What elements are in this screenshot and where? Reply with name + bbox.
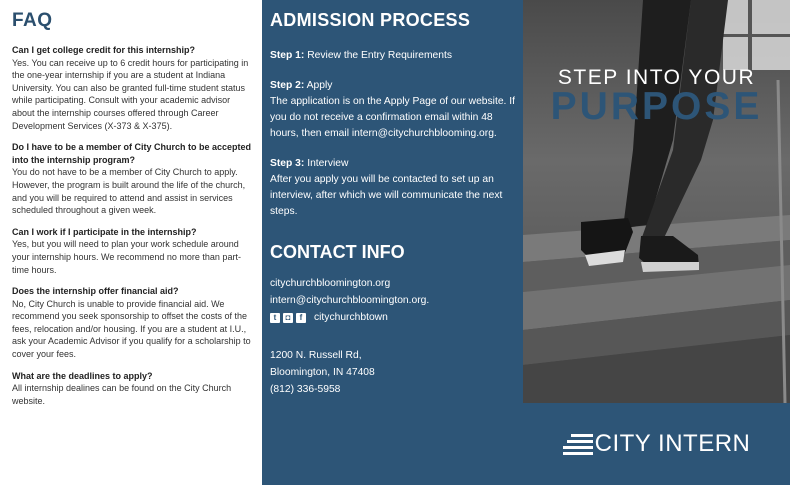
faq-answer: Yes, but you will need to plan your work schedule around your internship hours. We recommend no more than part-time hours. <box>12 239 241 275</box>
address-line-1: 1200 N. Russell Rd, <box>270 350 362 361</box>
step-2-text: The application is on the Apply Page of our website. If you do not receive a confirmation email within 48 hours, then email intern@citychurchblooming.org. <box>270 96 515 139</box>
contact-email[interactable]: intern@citychurchbloomington.org. <box>270 295 430 306</box>
faq-question: What are the deadlines to apply? <box>12 370 153 381</box>
step-3-text: After you apply you will be contacted to set up an interview, after which we will communicate the next steps. <box>270 174 503 217</box>
faq-answer: Yes. You can receive up to 6 credit hours for participating in the one-year internship if you are a student at Indiana University. You can also be granted full-time student status while participating. Consult with your academic advisor about the internship courses offered through Career Development Services (X-373 & X-375). <box>12 57 249 131</box>
admission-contact-panel <box>262 0 523 485</box>
faq-panel <box>0 0 262 485</box>
faq-question: Do I have to be a member of City Church to be accepted into the internship program? <box>12 142 252 165</box>
address-line-2: Bloomington, IN 47408 <box>270 367 375 378</box>
step-2-title: Apply <box>306 80 333 91</box>
cover-panel <box>523 0 790 485</box>
stairs-photo-illustration <box>523 0 790 403</box>
social-handle: citychurchbtown <box>314 312 388 323</box>
step-1-label: Step 1: <box>270 50 305 61</box>
faq-answer: All internship dealines can be found on the City Church website. <box>12 383 232 406</box>
tagline-purpose: PURPOSE <box>550 85 763 128</box>
phone-number: (812) 336-5958 <box>270 384 341 395</box>
cover-photo <box>523 0 790 403</box>
faq-question: Does the internship offer financial aid? <box>12 286 179 297</box>
brand-name: CITY INTERN <box>594 430 751 457</box>
step-2-label: Step 2: <box>270 80 305 91</box>
brand-bar <box>523 403 790 485</box>
step-1 <box>270 48 515 64</box>
faq-answer: No, City Church is unable to provide financial aid. We recommend you seek sponsorship to offset the costs of the fees, relocation and/or housing. If you are a student at I.U., ask your Academic Advisor if you qualify for a scholarship to cover your fees. <box>12 298 251 360</box>
step-3 <box>270 156 515 220</box>
faq-question: Can I work if I participate in the internship? <box>12 226 197 237</box>
address-block <box>270 347 515 398</box>
social-row <box>270 309 515 326</box>
admission-title: ADMISSION PROCESS <box>270 10 471 30</box>
faq-item <box>12 141 252 217</box>
faq-item <box>12 226 252 276</box>
facebook-icon[interactable]: f <box>296 313 306 323</box>
step-3-label: Step 3: <box>270 158 305 169</box>
tagline-top: STEP INTO YOUR <box>557 66 756 89</box>
contact-website[interactable]: citychurchbloomington.org <box>270 278 391 289</box>
step-1-text: Review the Entry Requirements <box>307 50 453 61</box>
faq-item <box>12 285 252 361</box>
faq-item <box>12 44 252 132</box>
faq-answer: You do not have to be a member of City Church to apply. However, the program is built around the life of the church, and you will be required to attend and assist in services scheduled throughout a given week. <box>12 167 246 216</box>
contact-title: CONTACT INFO <box>270 242 405 262</box>
stairs-logo-icon <box>563 433 593 455</box>
tumblr-icon[interactable]: t <box>270 313 280 323</box>
faq-title: FAQ <box>12 10 53 31</box>
faq-item <box>12 370 252 408</box>
step-3-title: Interview <box>307 158 349 169</box>
instagram-icon[interactable]: ◘ <box>283 313 293 323</box>
faq-question: Can I get college credit for this internship? <box>12 45 196 55</box>
step-2 <box>270 78 515 142</box>
